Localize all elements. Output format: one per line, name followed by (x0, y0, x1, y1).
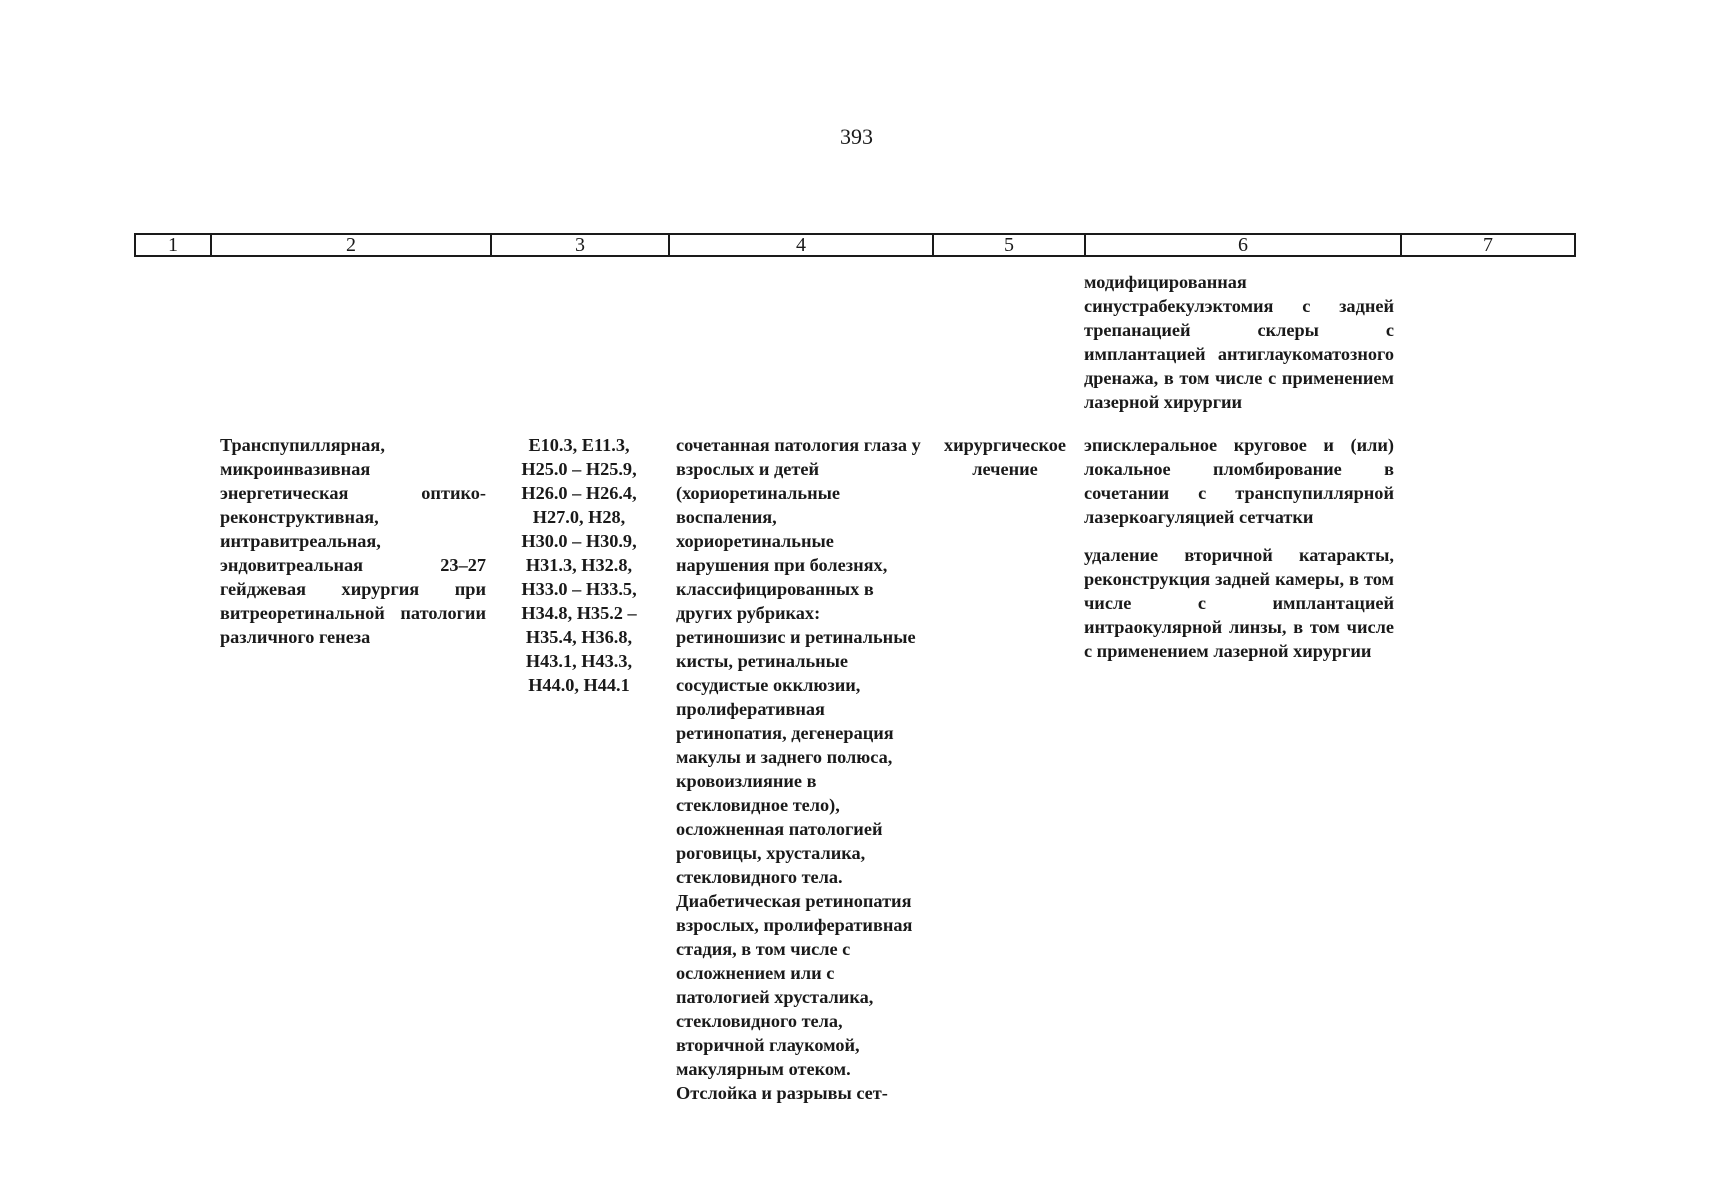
diagnosis-text: сочетанная патология глаза у взрослых и детей (хориоретинальные воспаления, хориоретинальные нарушения при болезнях, классифицированных в других рубриках: ретиношизис и ретинальные кисты, ретинальные сосудистые окклюзии, пролиферативная ретинопатия, дегенерация макулы и заднего полюса, кровоизлияние в стекловидное тело), осложненная патологией роговицы, хрусталика, стекловидного тела. Диабетическая ретинопатия взрослых, пролиферативная стадия, в том числе с осложнением или с патологией хрусталика, стекловидного тела, вторичной глаукомой, макулярным отеком. (676, 435, 921, 1079)
header-col-4: 4 (670, 235, 934, 255)
row-treatment-type (934, 433, 1076, 481)
page-number: 393 (840, 124, 873, 149)
treatment-type-text: хирургическое лечение (943, 435, 1067, 479)
continuation-method (1084, 270, 1394, 414)
header-col-2: 2 (212, 235, 492, 255)
header-col-1: 1 (136, 235, 212, 255)
row-treatment-methods (1084, 433, 1394, 663)
row-diagnosis (676, 433, 930, 1105)
row-icd-codes (508, 433, 650, 697)
treatment-method-1: эписклеральное круговое и (или) локальное пломбирование в сочетании с транспупиллярной лазеркоагуляцией сетчатки (1084, 435, 1394, 527)
treatment-method-2: удаление вторичной катаракты, реконструкция задней камеры, в том числе с имплантацией интраокулярной линзы, в том числе с применением лазерной хирургии (1084, 545, 1394, 661)
diagnosis-text-continued: Отслойка и разрывы сет- (676, 1083, 888, 1103)
header-col-5: 5 (934, 235, 1086, 255)
header-col-6: 6 (1086, 235, 1402, 255)
icd-codes-text: E10.3, E11.3, H25.0 – H25.9, H26.0 – H26.4, H27.0, H28, H30.0 – H30.9, H31.3, H32.8, H33.0 – H33.5, H34.8, H35.2 – H35.4, H36.8, H43.1, H43.3, H44.0, H44.1 (521, 435, 637, 695)
technology-name-text: Транспупиллярная, микроинвазивная энергетическая оптико-реконструктивная, интравитреальная, эндовитреальная 23–27 гейджевая хирургия при витреоретинальной патологии различного генеза (220, 435, 486, 647)
header-col-3: 3 (492, 235, 670, 255)
header-col-7: 7 (1483, 234, 1493, 256)
row-technology-name (220, 433, 486, 649)
table-header-row (134, 233, 1576, 257)
continuation-method-text: модифицированная синустрабекулэктомия с задней трепанацией склеры с имплантацией антиглаукоматозного дренажа, в том числе с применением лазерной хирургии (1084, 272, 1394, 412)
